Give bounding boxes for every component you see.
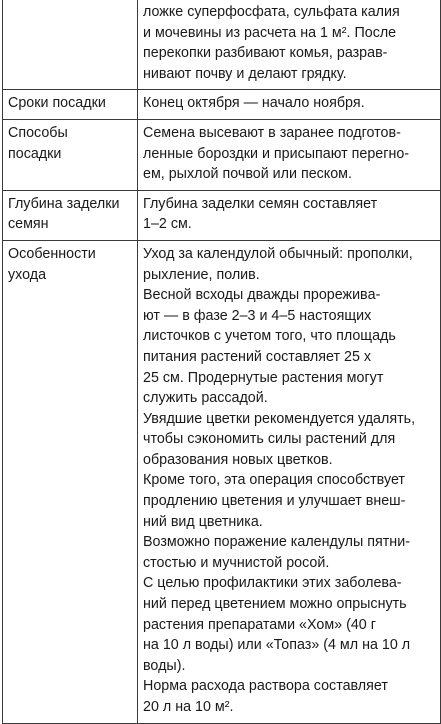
- description-paragraph: [143, 2, 436, 84]
- description-line: на 10 л воды) или «Топаз» (4 мл на 10 л: [143, 637, 411, 654]
- description-paragraph: [143, 194, 436, 235]
- description-line: стостью и мучнистой росой.: [143, 554, 330, 571]
- description-line: Уход за календулой обычный: прополки,: [143, 245, 413, 262]
- description-line: ний перед цветением можно опрыснуть: [143, 596, 407, 613]
- description-line: 20 л на 10 м².: [143, 699, 234, 715]
- parameter-cell: [3, 0, 138, 90]
- description-cell: [138, 119, 441, 190]
- parameter-label-line: посадки: [8, 145, 62, 162]
- description-paragraph: [143, 676, 436, 717]
- description-line: ем, рыхлой почвой или песком.: [143, 166, 352, 183]
- description-line: воды).: [143, 657, 186, 674]
- description-line: Возможно поражение календулы пятни-: [143, 534, 410, 551]
- description-line: С целью профилактики этих заболева-: [143, 575, 402, 592]
- description-line: служить рассадой.: [143, 390, 268, 407]
- description-line: растения препаратами «Хом» (40 г: [143, 616, 376, 633]
- table-row: [3, 240, 441, 723]
- description-line: листочков с учетом того, что площадь: [143, 328, 396, 345]
- description-line: Семена высевают в заранее подготов-: [143, 124, 401, 141]
- description-cell: [138, 90, 441, 120]
- description-paragraph: [143, 244, 436, 285]
- description-paragraph: [143, 93, 436, 114]
- description-line: продлению цветения и улучшает внеш-: [143, 493, 406, 510]
- description-paragraph: [143, 573, 436, 676]
- description-line: ний вид цветника.: [143, 513, 263, 530]
- description-line: Весной всходы дважды прореживa-: [143, 287, 381, 304]
- description-line: Конец октября — начало ноября.: [143, 95, 365, 112]
- description-paragraph: [143, 123, 436, 185]
- description-line: и мочевины из расчета на 1 м². После: [143, 24, 397, 41]
- parameter-cell: [3, 90, 138, 120]
- table-row: [3, 0, 441, 90]
- parameter-label-line: Особенности: [8, 245, 96, 262]
- parameter-cell: [3, 119, 138, 190]
- description-paragraph: [143, 409, 436, 471]
- description-line: Увядшие цветки рекомендуется удалять,: [143, 410, 416, 427]
- description-line: питания растений составляет 25 х: [143, 348, 372, 365]
- description-line: чтобы сэкономить силы растений для: [143, 431, 396, 448]
- parameter-label-line: Способы: [8, 124, 68, 141]
- parameter-label-line: семян: [8, 216, 49, 233]
- table-row: [3, 90, 441, 120]
- description-cell: [138, 0, 441, 90]
- description-cell: [138, 190, 441, 240]
- description-paragraph: [143, 532, 436, 573]
- description-line: ленные бороздки и присыпают перегно-: [143, 145, 410, 162]
- description-line: ют — в фазе 2–3 и 4–5 настоящих: [143, 307, 372, 324]
- table-body: [3, 0, 441, 723]
- description-line: рыхление, полив.: [143, 266, 260, 283]
- description-line: 25 см. Продернутые растения могут: [143, 369, 384, 386]
- parameter-cell: [3, 240, 138, 723]
- parameter-label-line: Глубина заделки: [8, 195, 120, 212]
- table-row: [3, 119, 441, 190]
- parameter-label-line: ухода: [8, 266, 47, 283]
- description-line: перекопки разбивают комья, разрав-: [143, 45, 388, 62]
- description-line: Глубина заделки семян составляет: [143, 195, 378, 212]
- description-cell: [138, 240, 441, 723]
- parameter-label-line: Сроки посадки: [8, 95, 106, 112]
- description-paragraph: [143, 470, 436, 532]
- planting-table: [2, 0, 441, 724]
- description-line: ложке суперфосфата, сульфата калия: [143, 4, 400, 20]
- description-line: образования новых цветков.: [143, 451, 333, 468]
- parameter-cell: [3, 190, 138, 240]
- description-line: Норма расхода раствора составляет: [143, 678, 388, 695]
- description-line: 1–2 см.: [143, 216, 192, 233]
- description-line: нивают почву и делают грядку.: [143, 65, 347, 82]
- description-line: Кроме того, эта операция способствует: [143, 472, 405, 489]
- description-paragraph: [143, 285, 436, 409]
- table-row: [3, 190, 441, 240]
